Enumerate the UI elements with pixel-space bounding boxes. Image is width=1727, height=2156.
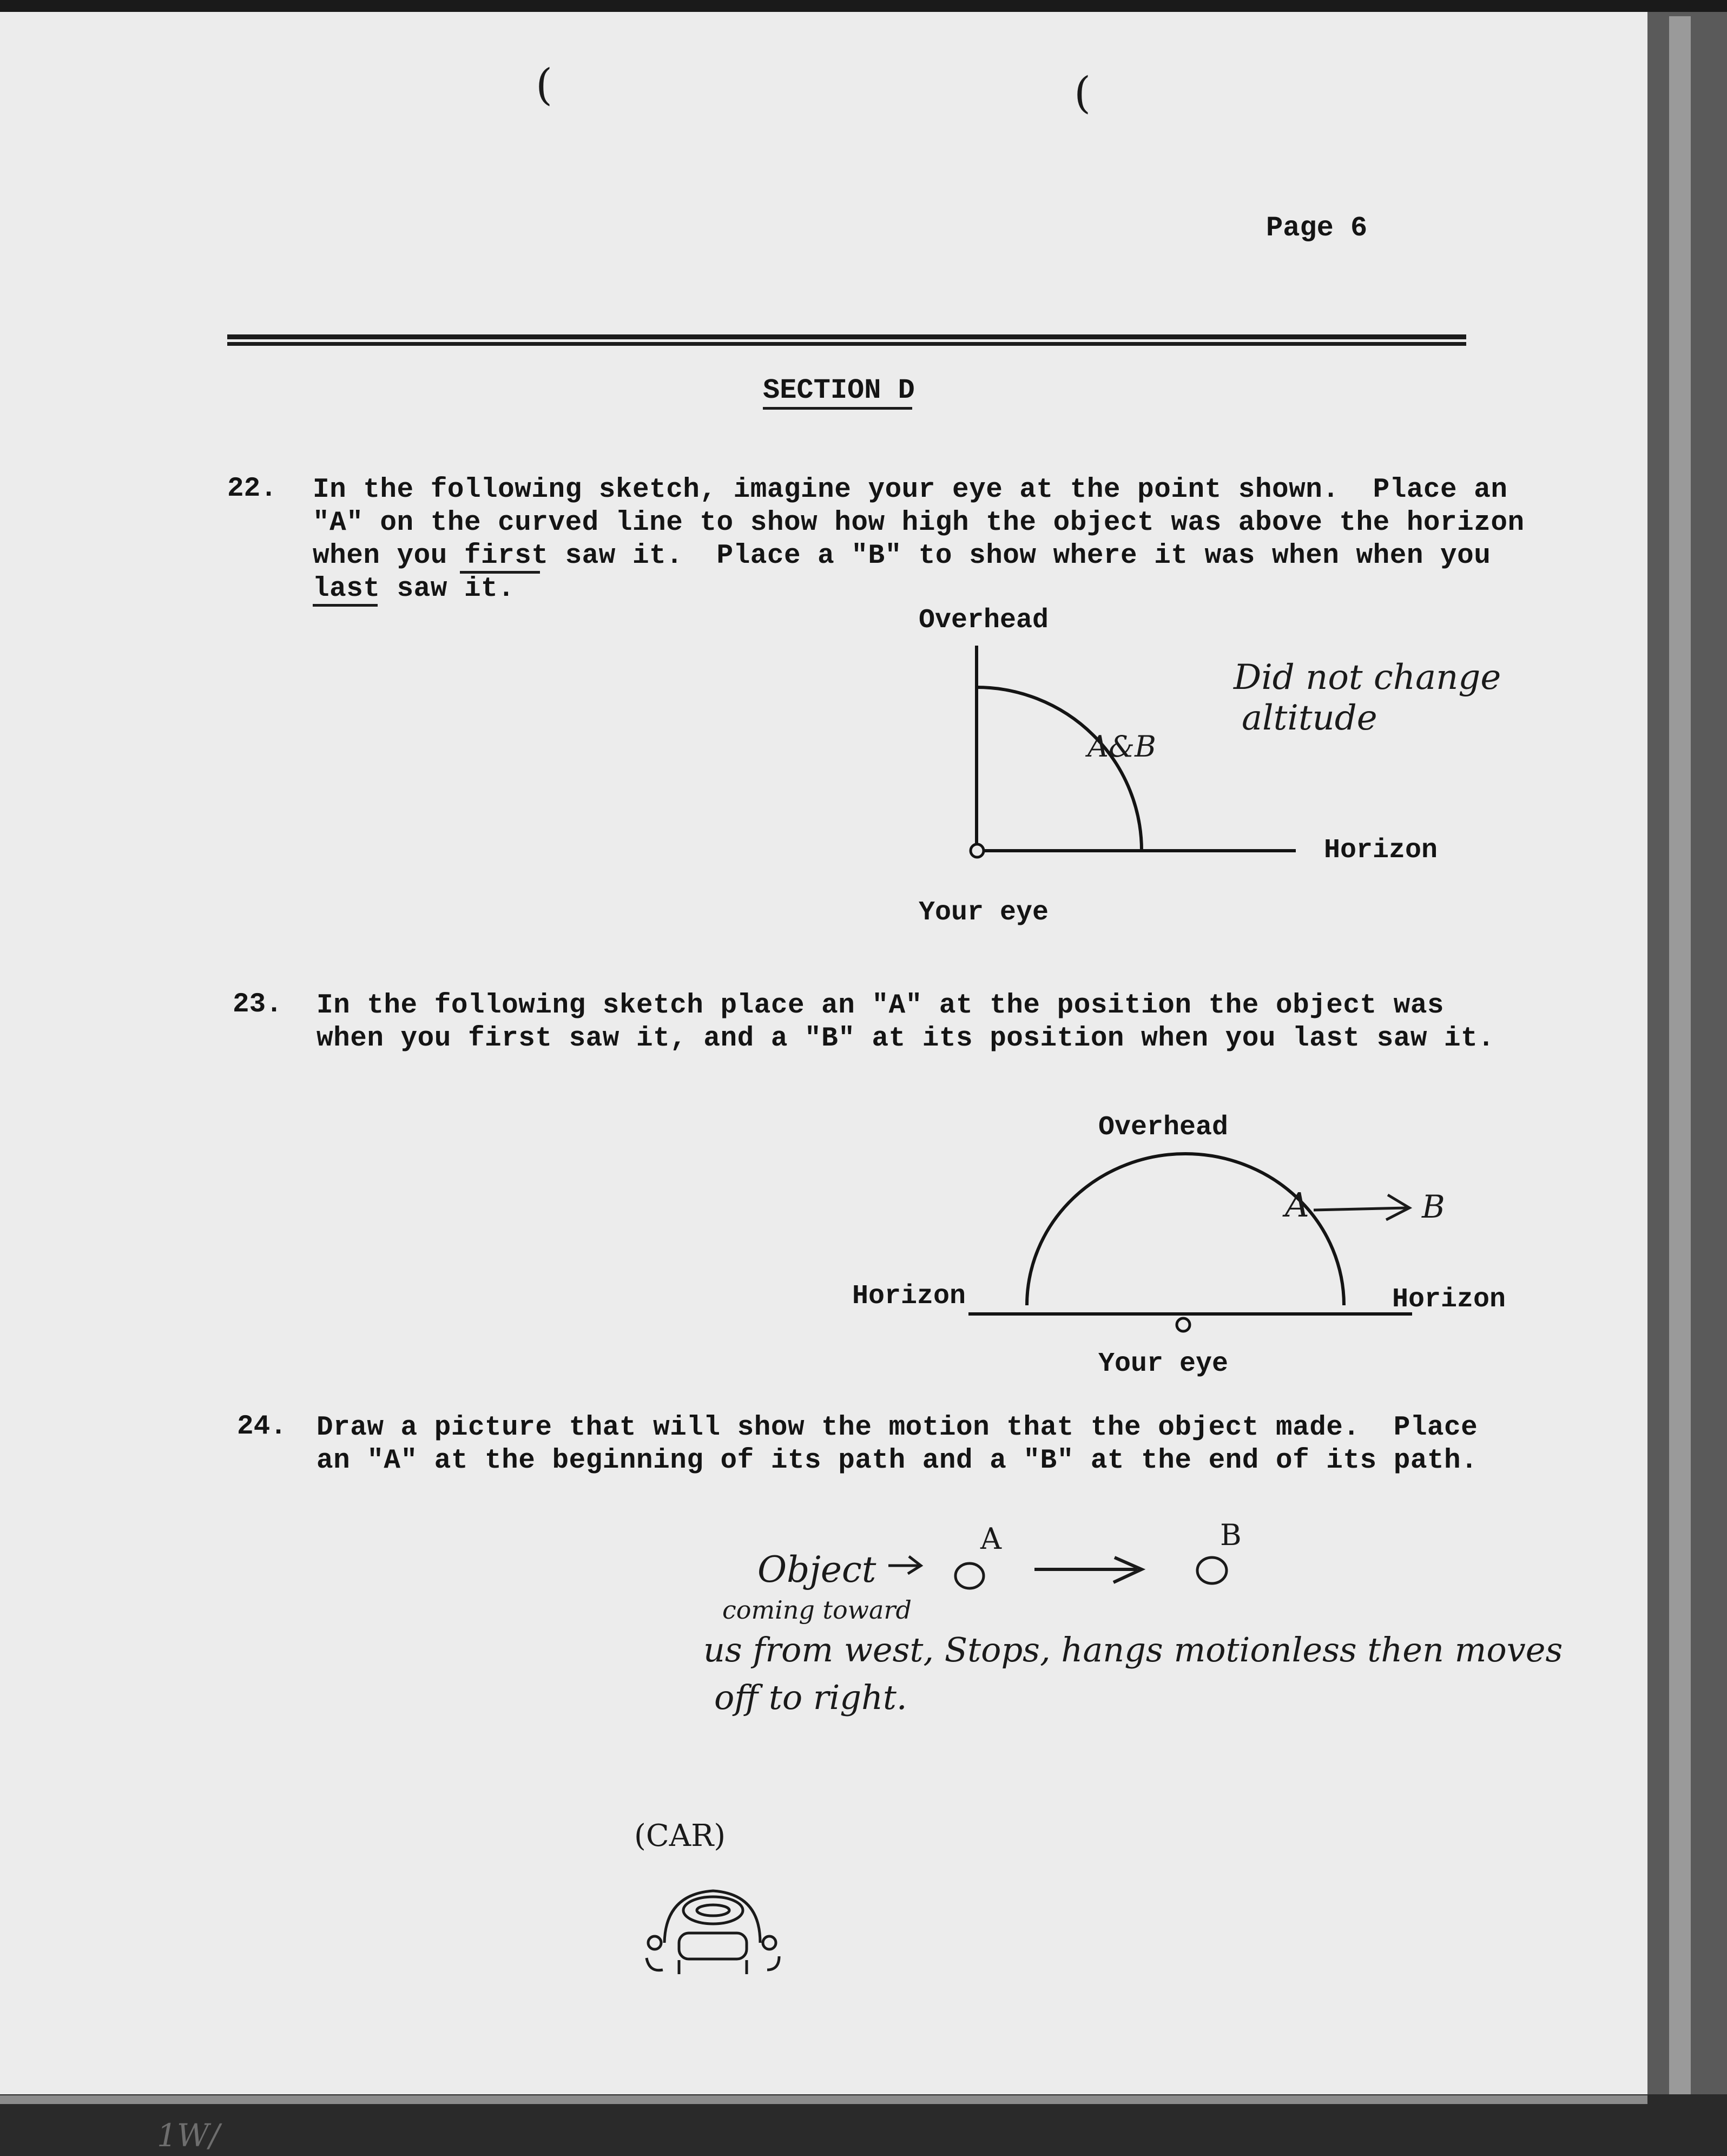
question-24-number: 24. (237, 1411, 287, 1442)
q24-object-a-circle (955, 1563, 984, 1588)
car-windshield-inner (697, 1905, 729, 1916)
sketch-23-horizon-right-label: Horizon (1392, 1284, 1506, 1315)
q24-drawing (888, 1556, 1227, 1588)
sketch-22-overhead-label: Overhead (919, 605, 1049, 636)
question-24-line-1: Draw a picture that will show the motion that the object made. Place (317, 1412, 1478, 1443)
car-left-headlight (648, 1936, 661, 1949)
binding-mark-right: ( (1074, 68, 1091, 118)
header-rule-bottom (227, 342, 1466, 346)
question-23-line-2: when you first saw it, and a "B" at its position when you last saw it. (317, 1023, 1495, 1054)
q24-note-line-2: us from west, Stops, hangs motionless then moves (703, 1630, 1563, 1669)
sketch-22-note-line-2: altitude (1242, 698, 1377, 738)
section-title: SECTION D (763, 374, 915, 406)
question-23-number: 23. (233, 989, 282, 1020)
q24-object-b-circle (1197, 1557, 1227, 1583)
sketch-22-handwritten-mark: A&B (1087, 729, 1156, 764)
q24-label-b: B (1220, 1518, 1242, 1552)
question-22-line-1: In the following sketch, imagine your eye at the point shown. Place an (313, 475, 1508, 505)
question-22-line-3: when you first saw it. Place a "B" to show where it was when when you (313, 541, 1491, 571)
question-23-line-1: In the following sketch place an "A" at the position the object was (317, 990, 1445, 1021)
sketch-22-note-line-1: Did not change (1234, 658, 1501, 698)
car-windshield (683, 1897, 743, 1924)
q24-note-line-1: coming toward (722, 1595, 912, 1625)
bottom-edge-mark: 1W/ (157, 2117, 220, 2154)
sketch-23-sky-arc (1027, 1154, 1344, 1305)
car-right-headlight (763, 1936, 776, 1949)
binding-mark-left: ( (536, 60, 553, 110)
sketch-23-horizon-left-label: Horizon (852, 1281, 966, 1312)
sketch-23-eye-label: Your eye (1098, 1349, 1229, 1379)
q24-note-line-3: off to right. (714, 1678, 907, 1717)
question-22-number: 22. (227, 474, 277, 504)
car-label: (CAR) (634, 1818, 726, 1853)
car-right-fender (767, 1956, 779, 1970)
sketch-23-overhead-label: Overhead (1098, 1112, 1229, 1143)
sketch-23-mark-b: B (1422, 1188, 1445, 1225)
sketch-22-sky-arc (977, 687, 1142, 851)
sketch-23-eye-point (1177, 1318, 1190, 1331)
header-rule-top (227, 334, 1466, 339)
q24-label-a: A (980, 1522, 1001, 1556)
sketch-23 (968, 1154, 1412, 1331)
question-22-line-4: last saw it. (313, 574, 515, 604)
car-drawing (647, 1891, 779, 1974)
sketch-22-eye-label: Your eye (919, 897, 1049, 928)
section-title-underline (763, 407, 912, 410)
sketch-23-mark-a: A (1285, 1185, 1309, 1225)
sketch-22-horizon-label: Horizon (1324, 835, 1438, 866)
sketch-22-eye-point (971, 844, 984, 857)
sketch-23-arrow-shaft (1314, 1208, 1407, 1210)
question-22-line-2: "A" on the curved line to show how high the object was above the horizon (313, 508, 1525, 538)
page-number: Page 6 (1266, 212, 1368, 244)
q24-object-label: Object (757, 1549, 876, 1590)
car-hood (679, 1933, 747, 1959)
car-left-fender (647, 1958, 663, 1970)
question-24-line-2: an "A" at the beginning of its path and a "B" at the end of its path. (317, 1445, 1478, 1476)
